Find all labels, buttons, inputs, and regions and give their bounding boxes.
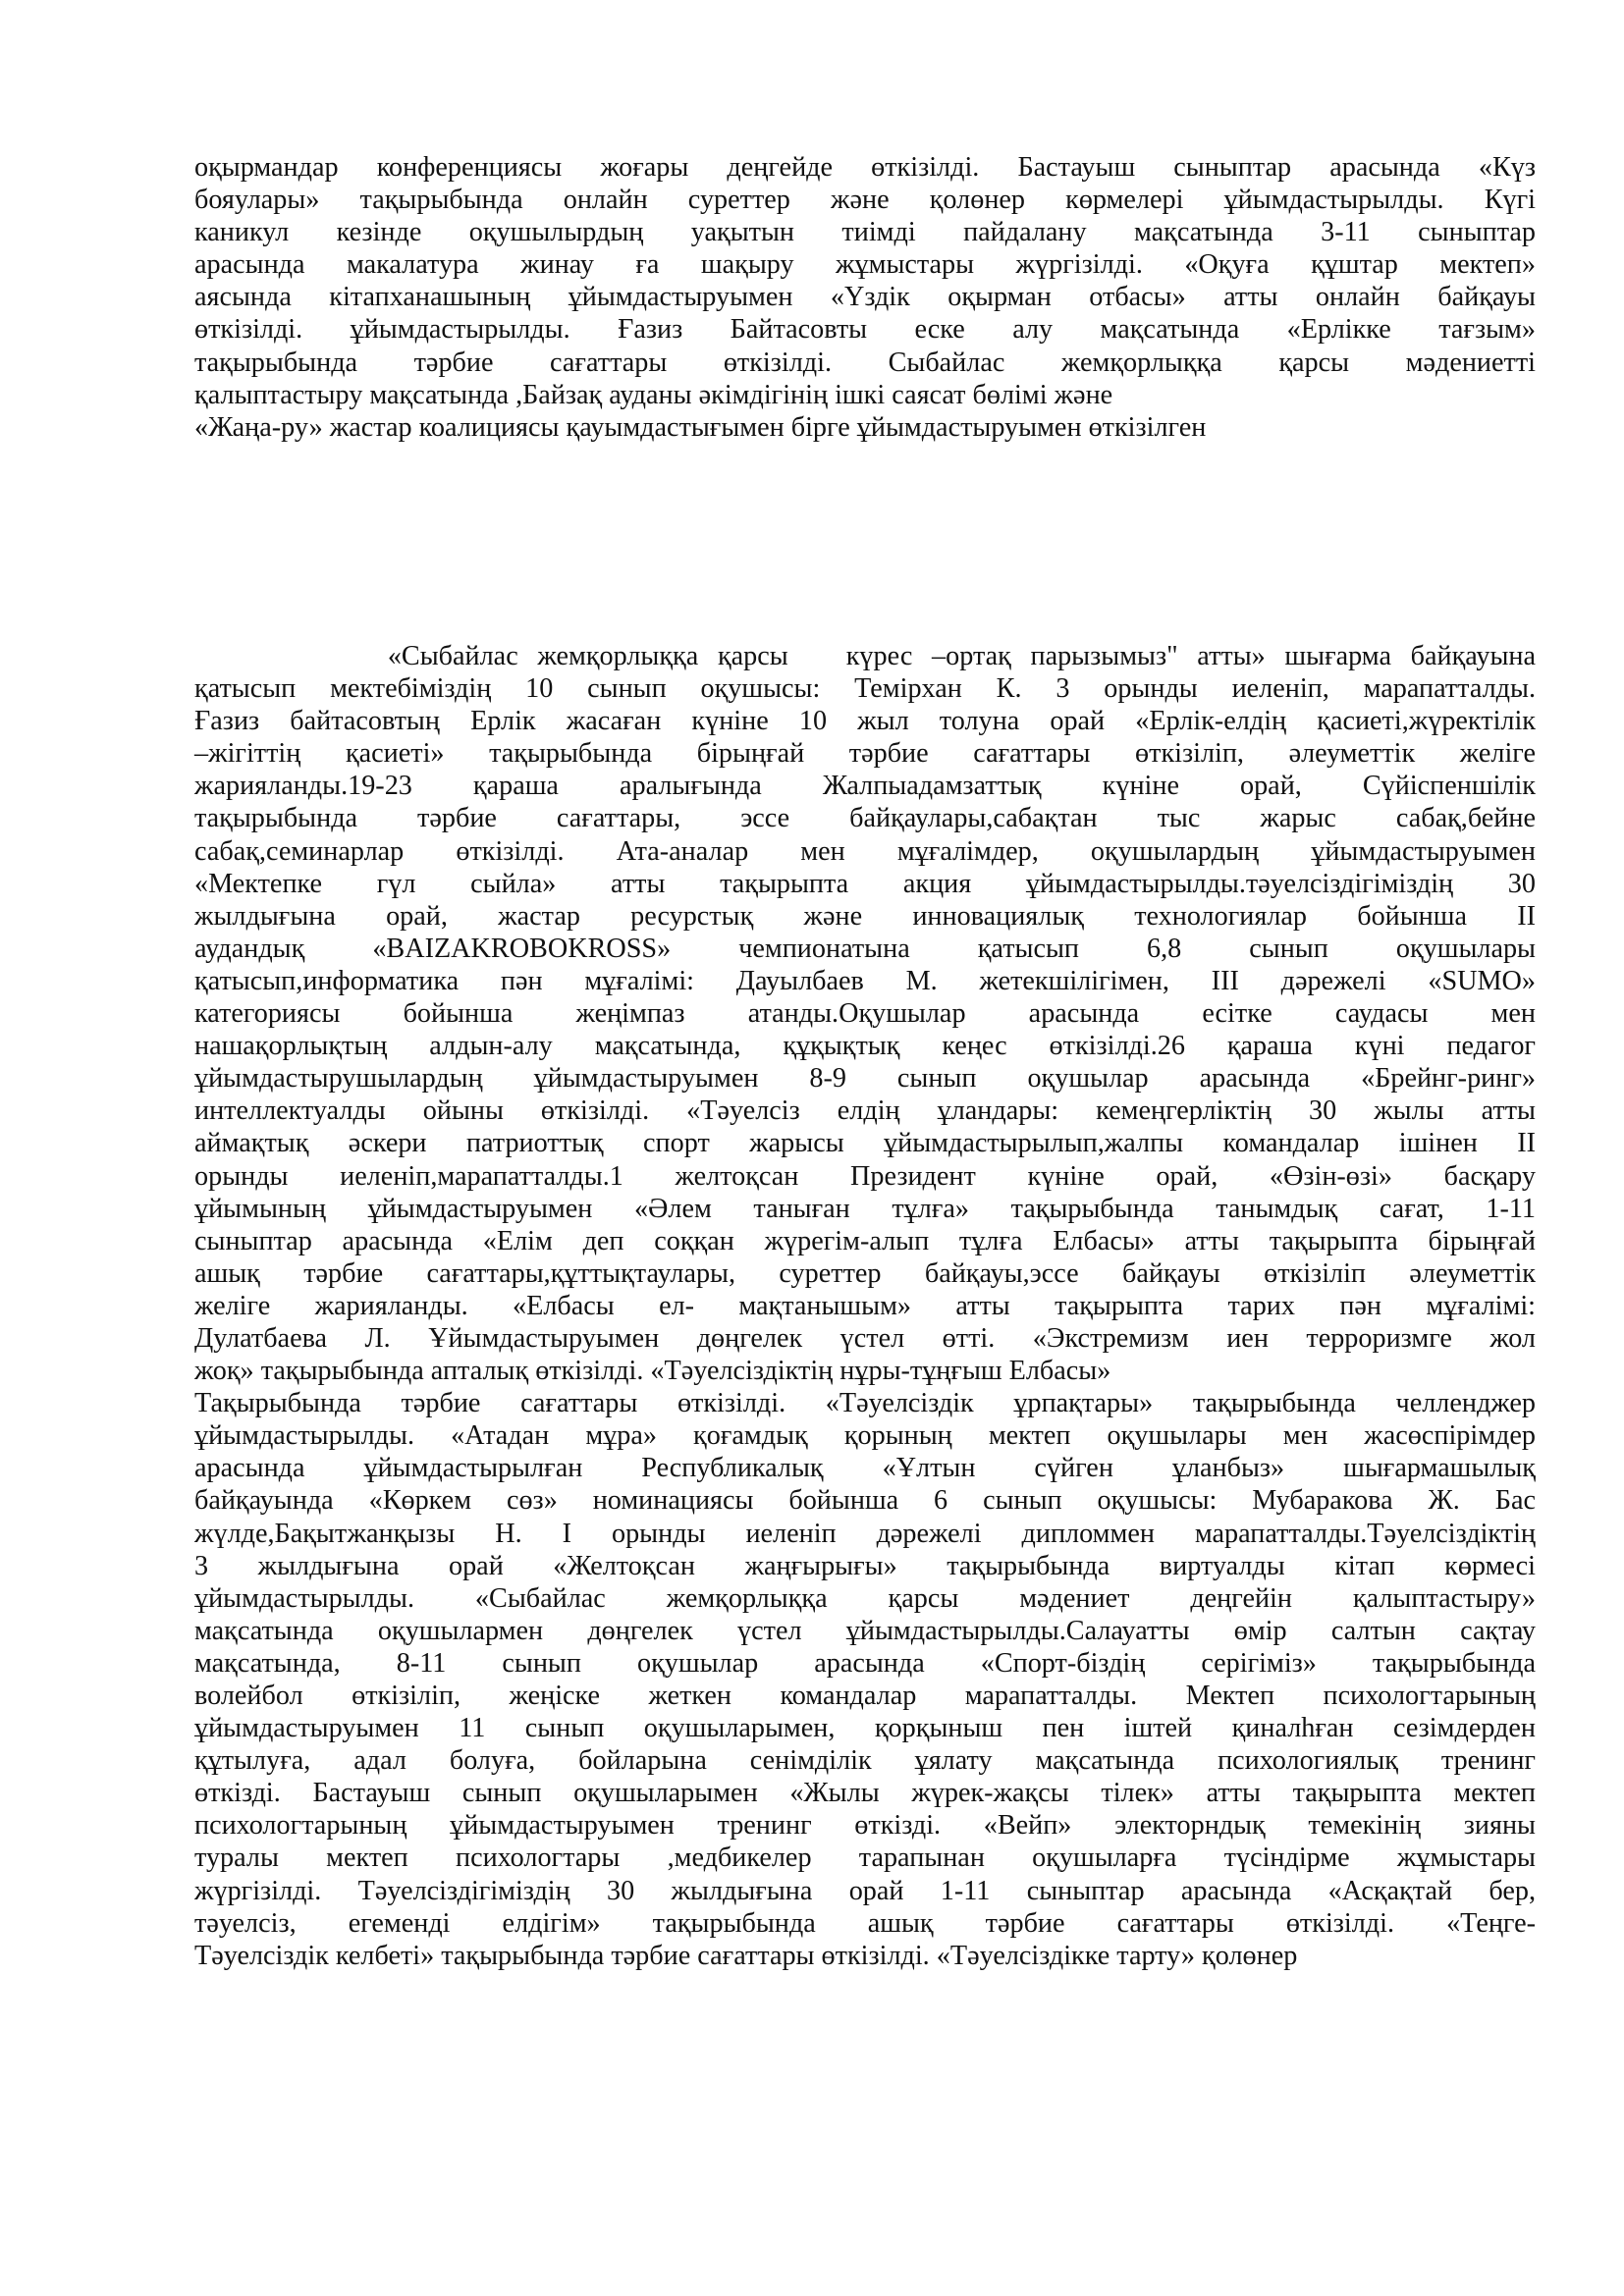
text-line: «Жаңа-ру» жастар коалициясы қауымдастығымен бірге ұйымдастыруымен өткізілген: [194, 411, 1207, 443]
text-line: арасында ұйымдастырылған Республикалық «Ұлтын сүйген ұланбыз» шығармашылық: [194, 1453, 1536, 1484]
text-line: мақсатында, 8-11 сынып оқушылар арасында «Спорт-біздің серігіміз» тақырыбында: [194, 1647, 1536, 1679]
text-line: ұйымының ұйымдастыруымен «Әлем таныған тұлға» тақырыбында танымдық сағат, 1-11: [194, 1193, 1536, 1224]
text-line: «Мектепке гүл сыйла» атты тақырыпта акция ұйымдастырылды.тәуелсіздігіміздің 30: [194, 868, 1536, 899]
text-line: өткізілді. ұйымдастырылды. Ғазиз Байтасовты еске алу мақсатында «Ерлікке тағзым»: [194, 314, 1536, 346]
text-line: каникул кезінде оқушылырдың уақытын тиімді пайдалану мақсатында 3-11 сыныптар: [194, 217, 1536, 248]
text-line: Ғазиз байтасовтың Ерлік жасаған күніне 10 жыл толуна орай «Ерлік-елдің қасиеті,жүректілік: [194, 706, 1536, 737]
text-line: Тәуелсіздік келбеті» тақырыбында тәрбие сағаттары өткізілді. «Тәуелсіздікке тарту» қолөнер: [194, 1940, 1298, 1971]
text-line: қалыптастыру мақсатында ,Байзақ ауданы әкімдігінің ішкі саясат бөлімі және: [194, 379, 1113, 410]
text-line: бояулары» тақырыбында онлайн суреттер және қолөнер көрмелері ұйымдастырылды. Күгі: [194, 185, 1536, 216]
text-line: ұйымдастырушылардың ұйымдастыруымен 8-9 сынып оқушылар арасында «Брейнг-ринг»: [194, 1063, 1536, 1095]
paragraph-1: [194, 151, 1536, 444]
text-line: ұйымдастырылды. «Атадан мұра» қоғамдық қорының мектеп оқушылары мен жасөспірімдер: [194, 1420, 1536, 1452]
text-line: жүлде,Бақытжанқызы Н. I орынды иеленіп дәрежелі дипломмен марапатталды.Тәуелсіздіктің: [194, 1518, 1536, 1549]
text-line: сыныптар арасында «Елім деп соққан жүрегім-алып тұлға Елбасы» атты тақырыпта бірыңғай: [194, 1225, 1536, 1256]
text-line: оқырмандар конференциясы жоғары деңгейде өткізілді. Бастауыш сыныптар арасында «Күз: [194, 152, 1536, 183]
text-line: ұйымдастыруымен 11 сынып оқушыларымен, қорқыныш пен іштей қиналһған сезімдерден: [194, 1713, 1536, 1744]
text-line: Дулатбаева Л. Ұйымдастыруымен дөңгелек үстел өтті. «Экстремизм иен терроризмге жол: [194, 1322, 1536, 1354]
text-line: аудандық «BAIZAKROBOKROSS» чемпионатына қатысып 6,8 сынып оқушылары: [194, 933, 1536, 964]
text-line: өткізді. Бастауыш сынып оқушыларымен «Жылы жүрек-жақсы тілек» атты тақырыпта мектеп: [194, 1778, 1536, 1809]
text-line: аймақтық әскери патриоттық спорт жарысы ұйымдастырылып,жалпы командалар ішінен II: [194, 1128, 1536, 1159]
text-line: тәуелсіз, егеменді елдігім» тақырыбында ашық тәрбие сағаттары өткізілді. «Теңге-: [194, 1907, 1536, 1939]
text-line: жүргізілді. Тәуелсіздігіміздің 30 жылдығына орай 1-11 сыныптар арасында «Асқақтай бер,: [194, 1875, 1536, 1906]
text-line: Тақырыбында тәрбие сағаттары өткізілді. «Тәуелсіздік ұрпақтары» тақырыбында челленджер: [194, 1388, 1536, 1419]
text-line: мақсатында оқушылармен дөңгелек үстел ұйымдастырылды.Салауатты өмір салтын сақтау: [194, 1615, 1536, 1646]
text-line: 3 жылдығына орай «Желтоқсан жаңғырығы» тақырыбында виртуалды кітап көрмесі: [194, 1550, 1536, 1581]
text-line: құтылуға, адал болуға, бойларына сенімділік ұялату мақсатында психологиялық тренинг: [194, 1745, 1536, 1777]
text-line: орынды иеленіп,марапатталды.1 желтоқсан Президент күніне орай, «Өзін-өзі» басқару: [194, 1160, 1536, 1192]
text-line: тақырыбында тәрбие сағаттары, эссе байқаулары,сабақтан тыс жарыс сабақ,бейне: [194, 803, 1536, 834]
text-line: психологтарының ұйымдастыруымен тренинг өткізді. «Вейп» электорндық темекінің зияны: [194, 1810, 1536, 1842]
text-line: жоқ» тақырыбында апталық өткізілді. «Тәуелсіздіктің нұры-тұңғыш Елбасы»: [194, 1356, 1111, 1387]
text-line: аясында кітапханашының ұйымдастыруымен «Үздік оқырман отбасы» атты онлайн байқауы: [194, 282, 1536, 313]
text-line: волейбол өткізіліп, жеңіске жеткен командалар марапатталды. Мектеп психологтарының: [194, 1681, 1536, 1711]
text-line: ұйымдастырылды. «Сыбайлас жемқорлыққа қарсы мәдениет деңгейін қалыптастыру»: [194, 1582, 1536, 1614]
text-line: жарияланды.19-23 қараша аралығында Жалпыадамзаттық күніне орай, Сүйіспеншілік: [194, 771, 1536, 802]
text-line: қатысып,информатика пән мұғалімі: Дауылбаев М. жетекшілігімен, III дәрежелі «SUMO»: [194, 965, 1536, 996]
text-line: байқауында «Көркем сөз» номинациясы бойынша 6 сынып оқушысы: Мубаракова Ж. Бас: [194, 1485, 1536, 1517]
text-line: категориясы бойынша жеңімпаз атанды.Оқушылар арасында есітке саудасы мен: [194, 998, 1536, 1030]
text-line: тақырыбында тәрбие сағаттары өткізілді. Сыбайлас жемқорлыққа қарсы мәдениетті: [194, 347, 1536, 378]
text-line: «Сыбайлас жемқорлыққа қарсы күрес –ортақ парызымыз" атты» шығарма байқауына: [194, 641, 1536, 671]
text-line: ашық тәрбие сағаттары,құттықтаулары, суреттер байқауы,эссе байқауы өткізіліп әлеуметтік: [194, 1257, 1536, 1289]
text-line: –жігіттің қасиеті» тақырыбында бірыңғай тәрбие сағаттары өткізіліп, әлеуметтік желіге: [194, 738, 1536, 770]
text-line: желіге жарияланды. «Елбасы ел- мақтанышым» атты тақырыпта тарих пән мұғалімі:: [194, 1290, 1536, 1321]
text-line: сабақ,семинарлар өткізілді. Ата-аналар мен мұғалімдер, оқушылардың ұйымдастыруымен: [194, 835, 1536, 867]
text-line: арасында макалатура жинау ға шақыру жұмыстары жүргізілді. «Оқуға құштар мектеп»: [194, 249, 1536, 281]
text-line: туралы мектеп психологтары ,медбикелер тарапынан оқушыларға түсіндірме жұмыстары: [194, 1842, 1536, 1874]
text-line: интеллектуалды ойыны өткізілді. «Тәуелсіз елдің ұландары: кемеңгерліктің 30 жылы атты: [194, 1095, 1536, 1127]
text-line: нашақорлықтың алдын-алу мақсатында, құқықтық кеңес өткізілді.26 қараша күні педагог: [194, 1031, 1536, 1062]
paragraph-2: [194, 640, 1536, 1972]
text-line: жылдығына орай, жастар ресурстық және инновациялық технологиялар бойынша II: [194, 900, 1536, 932]
text-line: қатысып мектебіміздің 10 сынып оқушысы: Темірхан К. 3 орынды иеленіп, марапатталды.: [194, 673, 1536, 705]
